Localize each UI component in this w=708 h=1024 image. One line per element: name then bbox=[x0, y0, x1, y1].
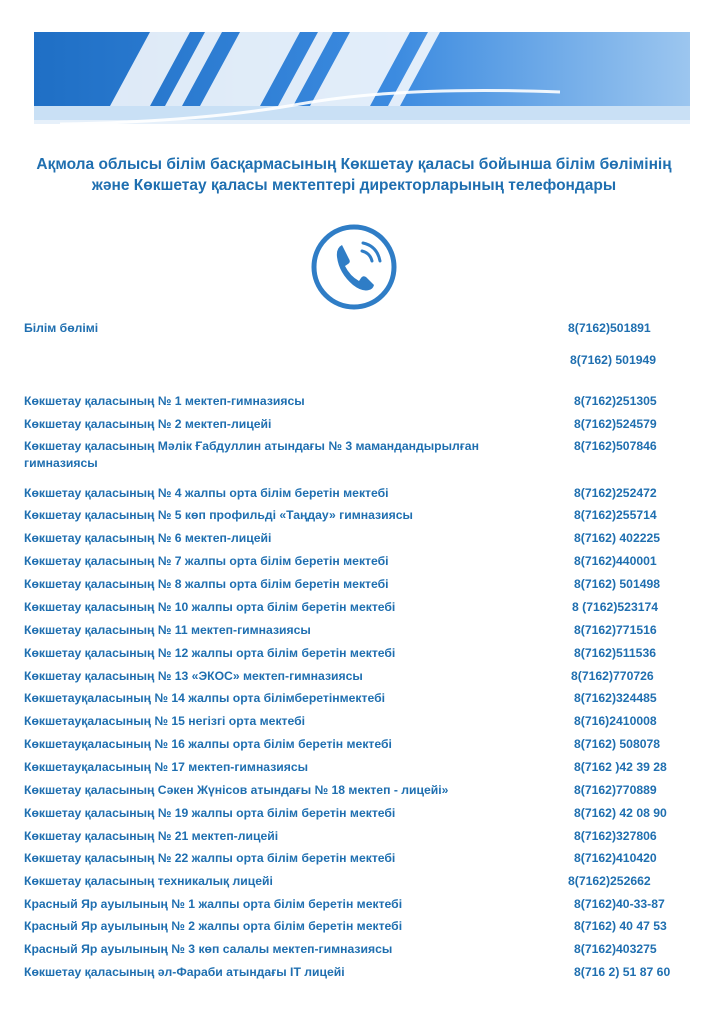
school-entry bbox=[24, 416, 684, 433]
school-entry bbox=[24, 645, 684, 662]
school-phone[interactable]: 8(7162)327806 bbox=[574, 829, 657, 843]
school-name: Көкшетау қаласының № 5 көп профильді «Таңдау» гимназиясы bbox=[24, 508, 413, 522]
title-line-2: және Көкшетау қаласы мектептері директорларының телефондары bbox=[91, 177, 617, 194]
school-phone[interactable]: 8(7162)524579 bbox=[574, 417, 657, 431]
school-phone[interactable]: 8(7162)771516 bbox=[574, 623, 657, 637]
school-name: Көкшетауқаласының № 14 жалпы орта білімберетінмектебі bbox=[24, 691, 386, 705]
document-title bbox=[20, 154, 688, 196]
school-phone[interactable]: 8(7162)403275 bbox=[574, 942, 657, 956]
school-name: Көкшетау қаласының № 10 жалпы орта білім беретін мектебі bbox=[24, 600, 396, 614]
school-phone[interactable]: 8(7162)252662 bbox=[568, 874, 651, 888]
school-phone[interactable]: 8(7162)255714 bbox=[574, 508, 657, 522]
school-phone[interactable]: 8(7162)770889 bbox=[574, 783, 657, 797]
school-name: Көкшетауқаласының № 17 мектеп-гимназиясы bbox=[24, 760, 309, 774]
school-entry bbox=[24, 530, 684, 547]
school-name: Көкшетауқаласының № 16 жалпы орта білім беретін мектебі bbox=[24, 737, 392, 751]
school-phone[interactable]: 8(7162)410420 bbox=[574, 851, 657, 865]
school-entry bbox=[24, 828, 684, 845]
school-entry bbox=[24, 736, 684, 753]
school-name: Көкшетау қаласының Мәлік Ғабдуллин атындағы № 3 мамандандырылған гимназиясы bbox=[24, 439, 479, 470]
school-name: Красный Яр ауылының № 2 жалпы орта білім беретін мектебі bbox=[24, 919, 403, 933]
school-phone[interactable]: 8(7162) 40 47 53 bbox=[574, 919, 667, 933]
school-name: Көкшетау қаласының № 11 мектеп-гимназиясы bbox=[24, 623, 311, 637]
school-name: Көкшетау қаласының № 1 мектеп-гимназиясы bbox=[24, 394, 305, 408]
school-phone[interactable]: 8(7162)252472 bbox=[574, 486, 657, 500]
school-name: Көкшетау қаласының № 4 жалпы орта білім беретін мектебі bbox=[24, 486, 389, 500]
school-name: Красный Яр ауылының № 1 жалпы орта білім беретін мектебі bbox=[24, 897, 403, 911]
school-phone[interactable]: 8(7162)324485 bbox=[574, 691, 657, 705]
school-entry bbox=[24, 941, 684, 958]
school-phone[interactable]: 8(7162)251305 bbox=[574, 394, 657, 408]
school-entry bbox=[24, 759, 684, 776]
school-entry bbox=[24, 805, 684, 822]
school-name: Көкшетау қаласының № 8 жалпы орта білім беретін мектебі bbox=[24, 577, 389, 591]
school-phone[interactable]: 8(7162)440001 bbox=[574, 554, 657, 568]
banner-light-stripe bbox=[34, 106, 690, 120]
school-entry bbox=[24, 713, 684, 730]
school-phone[interactable]: 8(7162 )42 39 28 bbox=[574, 760, 667, 774]
department-phone-2[interactable]: 8(7162) 501949 bbox=[570, 353, 657, 367]
school-entry bbox=[24, 873, 684, 890]
school-phone[interactable]: 8(7162) 508078 bbox=[574, 737, 661, 751]
school-name: Көкшетау қаласының № 19 жалпы орта білім беретін мектебі bbox=[24, 806, 396, 820]
school-phone[interactable]: 8(7162)507846 bbox=[574, 439, 657, 453]
school-entry bbox=[24, 668, 684, 685]
school-name: Көкшетау қаласының № 22 жалпы орта білім беретін мектебі bbox=[24, 851, 396, 865]
school-entry bbox=[24, 850, 684, 867]
school-name: Красный Яр ауылының № 3 көп салалы мектеп-гимназиясы bbox=[24, 942, 393, 956]
school-name: Көкшетау қаласының техникалық лицейі bbox=[24, 874, 273, 888]
school-entry bbox=[24, 507, 684, 524]
department-phone-1[interactable]: 8(7162)501891 bbox=[568, 321, 651, 335]
phone-handset-icon bbox=[308, 221, 400, 313]
school-phone[interactable]: 8(7162) 501498 bbox=[574, 577, 661, 591]
school-phone[interactable]: 8(7162) 402225 bbox=[574, 531, 661, 545]
school-name: Көкшетау қаласының № 21 мектеп-лицейі bbox=[24, 829, 279, 843]
school-entry bbox=[24, 896, 684, 913]
school-name: Көкшетау қаласының № 13 «ЭКОС» мектеп-гимназиясы bbox=[24, 669, 363, 683]
school-entry bbox=[24, 576, 684, 593]
department-name: Білім бөлімі bbox=[24, 321, 99, 335]
school-entry bbox=[24, 918, 684, 935]
header-banner bbox=[0, 0, 708, 150]
school-entry bbox=[24, 782, 684, 799]
school-phone[interactable]: 8(716 2) 51 87 60 bbox=[574, 965, 671, 979]
school-entry bbox=[24, 553, 684, 570]
school-name: Көкшетау қаласының № 2 мектеп-лицейі bbox=[24, 417, 272, 431]
school-name: Көкшетау қаласының № 7 жалпы орта білім беретін мектебі bbox=[24, 554, 389, 568]
school-name: Көкшетау қаласының № 12 жалпы орта білім беретін мектебі bbox=[24, 646, 396, 660]
school-name: Көкшетау қаласының Сәкен Жүнісов атындағы № 18 мектеп - лицейі» bbox=[24, 783, 449, 797]
school-phone[interactable]: 8(716)2410008 bbox=[574, 714, 657, 728]
school-name: Көкшетау қаласының № 6 мектеп-лицейі bbox=[24, 531, 272, 545]
school-name: Көкшетауқаласының № 15 негізгі орта мектебі bbox=[24, 714, 306, 728]
school-entry bbox=[24, 599, 684, 616]
school-phone[interactable]: 8(7162)511536 bbox=[574, 646, 657, 660]
school-phone[interactable]: 8(7162)770726 bbox=[571, 669, 654, 683]
school-entry bbox=[24, 393, 684, 410]
school-phone[interactable]: 8(7162)40-33-87 bbox=[574, 897, 665, 911]
school-phone[interactable]: 8 (7162)523174 bbox=[572, 600, 659, 614]
school-entry bbox=[24, 622, 684, 639]
school-entry bbox=[24, 690, 684, 707]
school-entry bbox=[24, 964, 684, 981]
school-phone[interactable]: 8(7162) 42 08 90 bbox=[574, 806, 667, 820]
school-entry bbox=[24, 438, 684, 472]
school-name: Көкшетау қаласының әл-Фараби атындағы IT лицейі bbox=[24, 965, 345, 979]
title-line-1: Ақмола облысы білім басқармасының Көкшетау қаласы бойынша білім бөлімінің bbox=[36, 156, 672, 173]
department-entry bbox=[24, 320, 684, 337]
school-entry bbox=[24, 485, 684, 502]
